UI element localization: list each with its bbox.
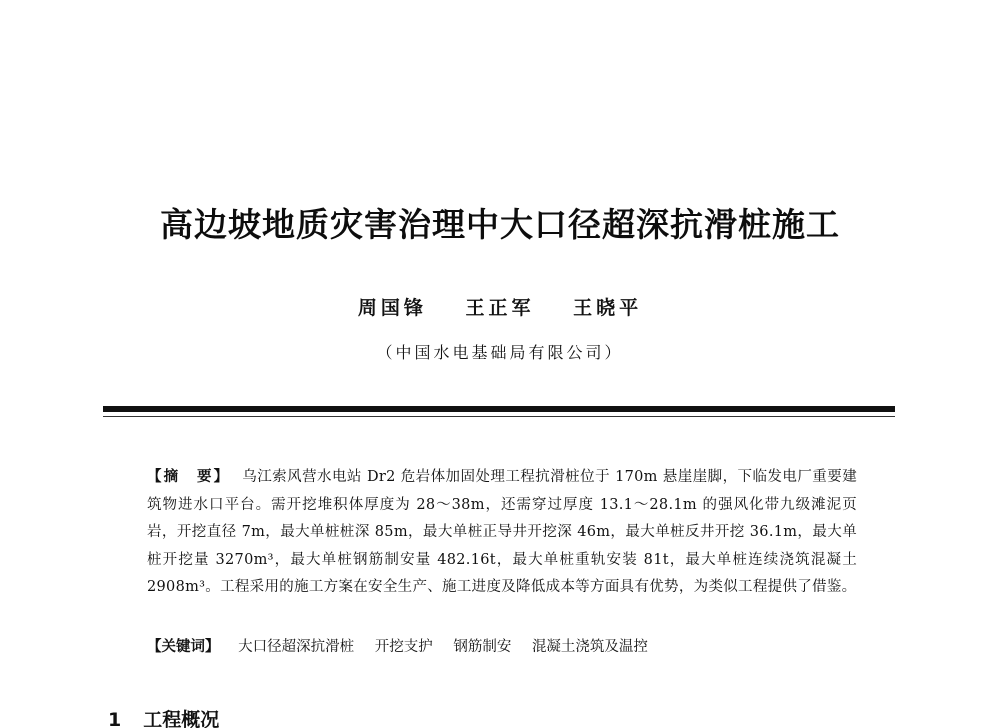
affiliation: （中国水电基础局有限公司） xyxy=(376,343,624,362)
author-name: 王正军 xyxy=(465,297,535,319)
author-list xyxy=(0,294,1000,322)
header-rule-thick xyxy=(103,406,895,412)
abstract xyxy=(147,463,857,602)
keyword-item: 混凝土浇筑及温控 xyxy=(531,639,648,655)
keywords xyxy=(147,633,857,661)
section-heading xyxy=(108,705,219,728)
abstract-text: 乌江索风营水电站 Dr2 危岩体加固处理工程抗滑桩位于 170m 悬崖崖脚，下临发电厂重要建筑物进水口平台。需开挖堆积体厚度为 28～38m，还需穿过厚度 13.1～28.1m 的强风化带九级滩泥页岩，开挖直径 7m，最大单桩桩深 85m，最大单桩正导井开挖深 46m，最大单桩反井开挖 36.1m，最大单桩开挖量 3270m³，最大单桩钢筋制安量 482.16t，最大单桩重轨安装 81t，最大单桩连续浇筑混凝土 2908m³。工程采用的施工方案在安全生产、施工进度及降低成本等方面具有优势，为类似工程提供了借鉴。 xyxy=(147,469,857,595)
keyword-item: 大口径超深抗滑桩 xyxy=(238,639,355,655)
header-rule-thin xyxy=(103,416,895,417)
abstract-label: 【摘 要】 xyxy=(147,468,231,485)
author-name: 王晓平 xyxy=(573,297,643,319)
section-number: 1 xyxy=(108,709,122,728)
paper-title: 高边坡地质灾害治理中大口径超深抗滑桩施工 xyxy=(160,205,840,244)
keyword-item: 开挖支护 xyxy=(374,639,433,655)
keyword-item: 钢筋制安 xyxy=(453,639,512,655)
keywords-label: 【关键词】 xyxy=(147,638,220,655)
author-name: 周国锋 xyxy=(357,297,427,319)
section-title: 工程概况 xyxy=(143,709,220,728)
